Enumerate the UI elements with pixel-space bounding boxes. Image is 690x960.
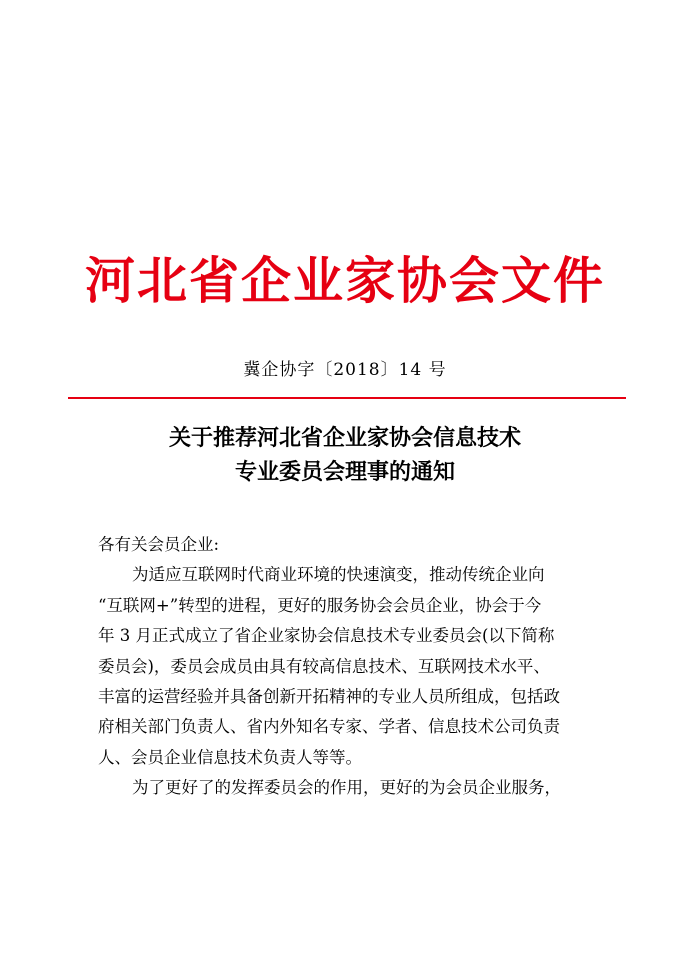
notice-title-line-1: 关于推荐河北省企业家协会信息技术	[168, 426, 521, 451]
paragraph-2-line-1: 为了更好了的发挥委员会的作用，更好的为会员企业服务，	[132, 778, 561, 798]
paragraph-1-line-3: 年 3 月正式成立了省企业家协会信息技术专业委员会(以下简称	[98, 626, 555, 646]
paragraph-1-line-5: 丰富的运营经验并具备创新开拓精神的专业人员所组成，包括政	[98, 687, 560, 707]
notice-title	[0, 422, 690, 490]
salutation: 各有关会员企业:	[98, 535, 220, 554]
notice-title-line-2: 专业委员会理事的通知	[234, 460, 455, 485]
paragraph-1-line-6: 府相关部门负责人、省内外知名专家、学者、信息技术公司负责	[98, 717, 560, 737]
document-number: 冀企协字〔2018〕14 号	[243, 360, 447, 380]
paragraph-1-line-2: “互联网+”转型的进程，更好的服务协会会员企业，协会于今	[98, 595, 542, 615]
paragraph-1-line-1: 为适应互联网时代商业环境的快速演变，推动传统企业向	[132, 565, 545, 585]
paragraph-1-line-7: 人、会员企业信息技术负责人等等。	[98, 747, 362, 767]
body-text	[98, 530, 618, 804]
org-header-title: 河北省企业家协会文件	[85, 252, 605, 310]
red-divider-line	[68, 397, 626, 399]
paragraph-1-line-4: 委员会)，委员会成员由具有较高信息技术、互联网技术水平、	[98, 656, 550, 676]
